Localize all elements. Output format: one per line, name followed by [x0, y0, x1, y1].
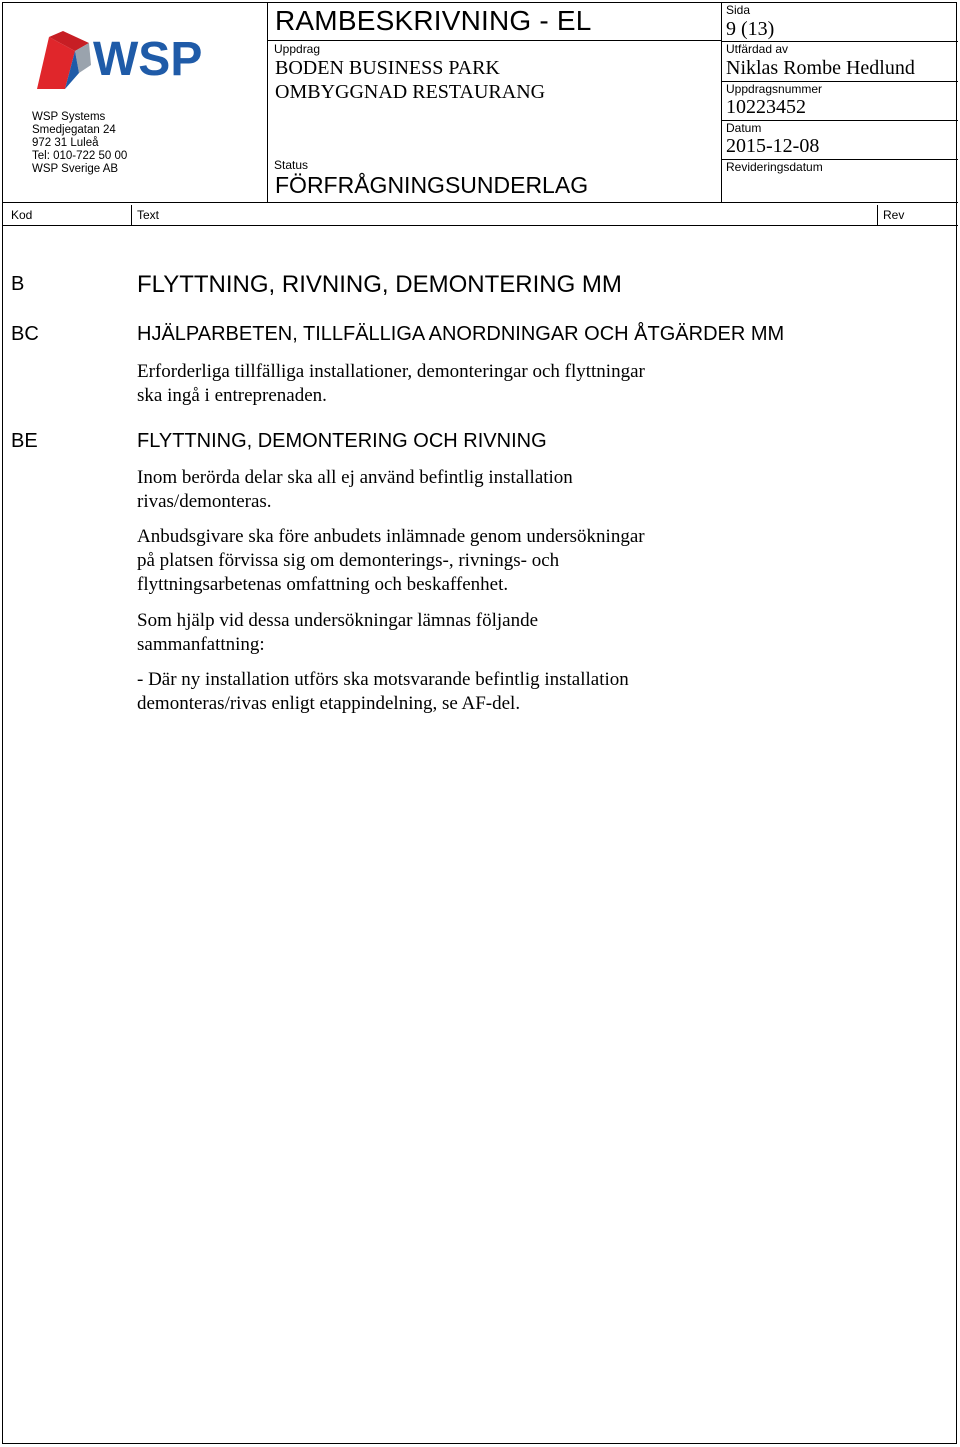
paragraph-line: flyttningsarbetenas omfattning och beskaffenhet. [137, 574, 509, 595]
uppdragsnummer-value: 10223452 [726, 96, 806, 118]
document-page [2, 2, 957, 1444]
wsp-logo [29, 23, 229, 93]
utfardad-label: Utfärdad av [726, 42, 789, 56]
column-header-rev: Rev [883, 208, 905, 222]
paragraph-line: Som hjälp vid dessa undersökningar lämnas följande [137, 610, 539, 631]
paragraph-line: på platsen förvissa sig om demonterings-, rivnings- och [137, 550, 560, 571]
company-address [32, 111, 127, 176]
revideringsdatum-label: Revideringsdatum [726, 160, 823, 174]
document-title: RAMBESKRIVNING - EL [275, 5, 592, 36]
paragraph-2 [137, 525, 645, 597]
paragraph-line: ska ingå i entreprenaden. [137, 385, 327, 406]
logo-text: WSP [93, 33, 203, 86]
column-divider [131, 205, 132, 226]
uppdrag-value-line2: OMBYGGNAD RESTAURANG [275, 81, 546, 103]
sida-label: Sida [726, 3, 751, 17]
paragraph-bc [137, 360, 645, 408]
header-divider [3, 225, 958, 226]
paragraph-3 [137, 609, 538, 657]
address-line: Smedjegatan 24 [32, 124, 116, 136]
utfardad-value: Niklas Rombe Hedlund [726, 57, 915, 79]
uppdragsnummer-label: Uppdragsnummer [726, 82, 823, 96]
address-line: 972 31 Luleå [32, 137, 99, 149]
status-value: FÖRFRÅGNINGSUNDERLAG [275, 172, 589, 198]
paragraph-line: demonteras/rivas enligt etappindelning, se AF-del. [137, 693, 521, 714]
paragraph-line: Inom berörda delar ska all ej använd befintlig installation [137, 467, 573, 488]
address-line: WSP Systems [32, 111, 106, 123]
section-code-bc: BC [11, 323, 39, 345]
address-line: Tel: 010-722 50 00 [32, 150, 128, 162]
paragraph-line: Erforderliga tillfälliga installationer, demonteringar och flyttningar [137, 361, 645, 382]
paragraph-line: Anbudsgivare ska före anbudets inlämnade genom undersökningar [137, 526, 645, 547]
header-divider [3, 202, 958, 203]
datum-label: Datum [726, 121, 762, 135]
datum-value: 2015-12-08 [726, 135, 820, 157]
section-title-be: FLYTTNING, DEMONTERING OCH RIVNING [137, 430, 547, 452]
uppdrag-value-line1: BODEN BUSINESS PARK [275, 57, 500, 79]
column-divider [877, 205, 878, 226]
header-divider [267, 3, 268, 202]
paragraph-4 [137, 668, 629, 716]
header-divider [721, 3, 722, 202]
section-title-b: FLYTTNING, RIVNING, DEMONTERING MM [137, 271, 622, 298]
column-header-text: Text [137, 208, 160, 222]
status-label: Status [274, 158, 309, 172]
paragraph-1 [137, 466, 573, 514]
section-title-bc: HJÄLPARBETEN, TILLFÄLLIGA ANORDNINGAR OCH ÅTGÄRDER MM [137, 323, 785, 345]
section-code-b: B [11, 273, 25, 295]
paragraph-line: sammanfattning: [137, 634, 265, 655]
section-code-be: BE [11, 430, 38, 452]
sida-value: 9 (13) [726, 18, 775, 40]
header-divider [267, 40, 722, 41]
paragraph-line: - Där ny installation utförs ska motsvarande befintlig installation [137, 669, 629, 690]
column-header-kod: Kod [11, 208, 33, 222]
paragraph-line: rivas/demonteras. [137, 491, 272, 512]
uppdrag-label: Uppdrag [274, 42, 321, 56]
address-line: WSP Sverige AB [32, 163, 119, 175]
